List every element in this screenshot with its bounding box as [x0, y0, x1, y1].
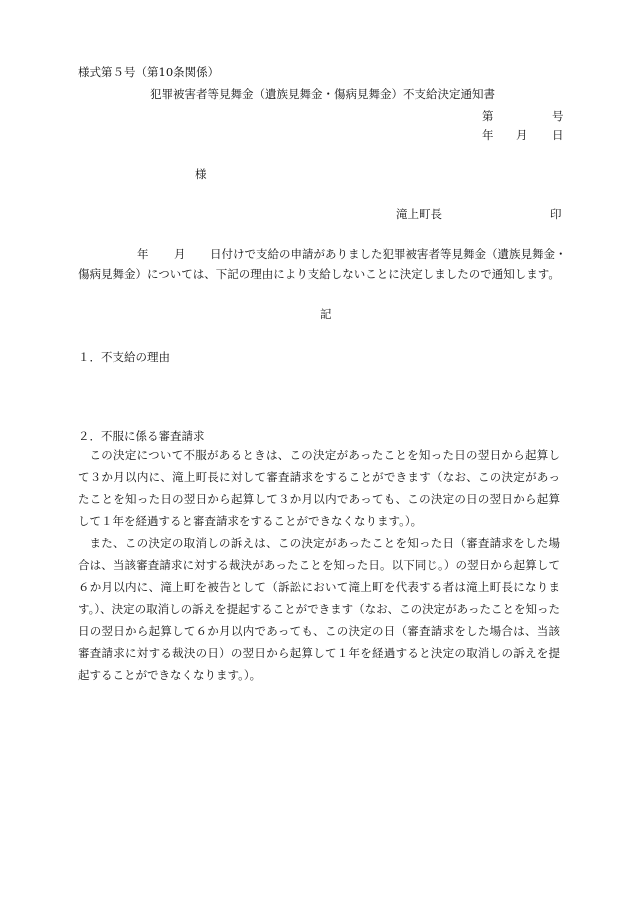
appeal-paragraph-2: また、この決定の取消しの訴えは、この決定があったことを知った日（審査請求をした場合は、当該審査請求に対する裁決があったことを知った日。以下同じ。）の翌日から起算して６か月以内に、滝上町を被告として（訴訟において滝上町を代表する者は滝上町長になります。）、決定の取消しの訴えを提起することができます（なお、この決定があったことを知った日の翌日から起算して６か月以内であっても、この決定の日（審査請求をした場合は、当該審査請求に対する裁決の日）の翌日から起算して１年を経過すると決定の取消しの訴えを提起することができなくなります。）。: [78, 536, 560, 682]
date-day: 日: [552, 128, 564, 142]
date-year: 年: [482, 128, 494, 142]
intro-line-1: 日付けで支給の申請がありました犯罪被害者等見舞金（遺族見舞金・: [210, 247, 567, 261]
appeal-paragraph-1: この決定について不服があるときは、この決定があったことを知った日の翌日から起算して３か月以内に、滝上町長に対して審査請求をすることができます（なお、この決定があったことを知った日の翌日から起算して３か月以内であっても、この決定の日の翌日から起算して１年を経過すると審査請求をすることができなくなります。）。: [78, 448, 560, 528]
number-prefix: 第: [482, 109, 494, 123]
section-2-title: ２．不服に係る審査請求: [78, 429, 205, 443]
intro-month: 月: [174, 247, 186, 261]
issuer-name: 滝上町長: [396, 207, 442, 221]
seal-mark: 印: [550, 207, 562, 221]
form-number: 様式第５号（第10条関係）: [78, 65, 220, 79]
number-suffix: 号: [552, 109, 564, 123]
intro-line-2: 傷病見舞金）については、下記の理由により支給しないことに決定しましたので通知します。: [78, 267, 560, 281]
section-1-title: １．不支給の理由: [78, 350, 170, 364]
date-month: 月: [516, 128, 528, 142]
ki-heading: 記: [320, 307, 332, 321]
intro-year: 年: [137, 247, 149, 261]
document-title: 犯罪被害者等見舞金（遺族見舞金・傷病見舞金）不支給決定通知書: [150, 87, 495, 101]
recipient-suffix: 様: [195, 167, 207, 181]
